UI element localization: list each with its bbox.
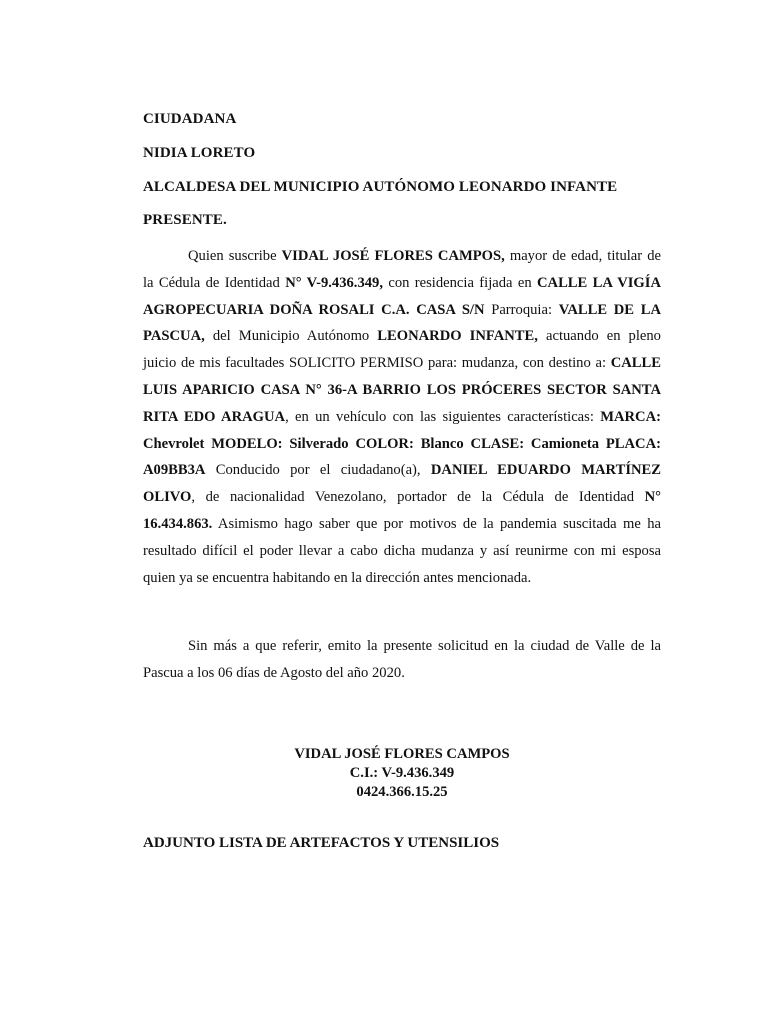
bold-text-run: N° 16.434.863. [143,489,661,532]
recipient-position: ALCALDESA DEL MUNICIPIO AUTÓNOMO LEONARDO INFANTE [143,179,618,195]
bold-text-run: LEONARDO INFANTE, [377,328,538,345]
attachment-note: ADJUNTO LISTA DE ARTEFACTOS Y UTENSILIOS [143,835,500,851]
signature-id: C.I.: V-9.436.349 [349,765,455,781]
closing-paragraph: Sin más a que referir, emito la presente solicitud en la ciudad de Valle de la Pascua a los 06 días de Agosto del año 2020. [143,638,661,681]
bold-text-run: VIDAL JOSÉ FLORES CAMPOS, [281,248,505,264]
bold-text-run: DANIEL EDUARDO MARTÍNEZ OLIVO [143,462,662,506]
text-run: actuando en pleno juicio de mis facultades SOLICITO PERMISO para: mudanza, con destino a: [143,328,661,372]
text-run: Parroquia: [484,301,559,318]
text-run: Quien suscribe [188,248,282,264]
text-run: Asimismo hago saber que por motivos de la pandemia suscitada me ha resultado difícil el poder llevar a cabo dicha mudanza y así reunirme con mi esposa quien ya se encuentra habitando en la dirección antes mencionada. [143,515,661,586]
bold-text-run: MARCA: Chevrolet MODELO: Silverado COLOR: Blanco CLASE: Camioneta PLACA: A09BB3A [143,408,661,479]
text-run: con residencia fijada en [383,274,537,291]
recipient-title: CIUDADANA [143,111,237,127]
signature-phone: 0424.366.15.25 [356,784,448,800]
bold-text-run: CALLE LUIS APARICIO CASA N° 36-A BARRIO LOS PRÓCERES SECTOR SANTA RITA EDO ARAGUA [143,355,661,425]
request-paragraph [143,243,661,591]
bold-text-run: VALLE DE LA PASCUA, [143,301,661,345]
bold-text-run: N° V-9.436.349, [285,274,383,291]
text-run: , de nacionalidad Venezolano, portador de la Cédula de Identidad [191,489,645,506]
bold-text-run: CALLE LA VIGÍA AGROPECUARIA DOÑA ROSALI C.A. CASA S/N [143,274,661,318]
salutation: PRESENTE. [143,212,227,228]
text-run: del Municipio Autónomo [204,328,378,345]
text-run: , en un vehículo con las siguientes características: [285,408,601,425]
text-run: Conducido por el ciudadano(a), [205,462,431,479]
recipient-name: NIDIA LORETO [143,145,256,161]
text-run: mayor de edad, titular de la Cédula de Identidad [143,248,661,291]
signature-name: VIDAL JOSÉ FLORES CAMPOS [294,746,510,762]
